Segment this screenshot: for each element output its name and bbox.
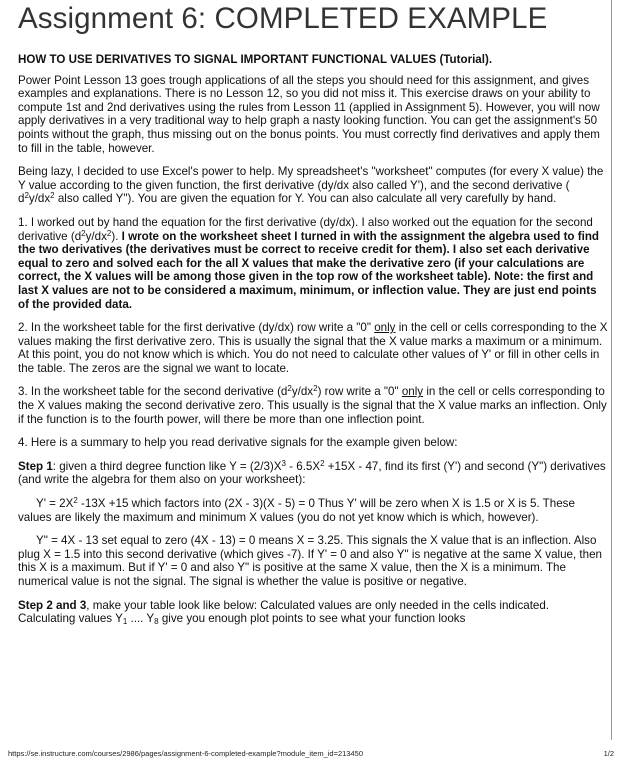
print-footer — [8, 749, 622, 758]
page-edge-divider — [611, 0, 612, 740]
second-derivative-example: Y" = 4X - 13 set equal to zero (4X - 13) = 0 means X = 3.25. This signals the X value that is an inflection. Also plug X = 1.5 into this second derivative (which gives -7). If Y' = 0 and also Y" is negative at the same X value, then this X is a maximum. But if Y' = 0 and also Y" is positive at the same X value, then the X is a minimum. The numerical value is not the signal. The signal is whether the value is positive or negative. — [18, 534, 602, 588]
page-title: Assignment 6: COMPLETED EXAMPLE — [18, 2, 548, 35]
footer-url: https://se.instructure.com/courses/2986/pages/assignment-6-completed-example?module_item_id=213450 — [8, 749, 363, 758]
step-2-3-paragraph: Step 2 and 3, make your table look like below: Calculated values are only needed in the cells indicated. Calculating values $Y_1$ .... $Y_8$ give you enough plot points to see what your function looks — [18, 598, 550, 627]
step-1-paragraph: Step 1: given a third degree function like $Y = (2/3)X^3 - 6.5X^2 +15X - 47$, find its first (Y') and second (Y") derivatives (and write the algebra for them also on your worksheet): — [18, 458, 606, 487]
intro-paragraph: Power Point Lesson 13 goes trough applications of all the steps you should need for this assignment, and gives examples and explanations. There is no Lesson 12, so you did not miss it. This exercise draws on your ability to compute 1st and 2nd derivatives using the rules from Lesson 11 (applied in Assignment 5). However, you will now apply derivatives in a very traditional way to help graph a nasty looking function. You can get the assignment's 50 points without the graph, thus missing out on the bonus points. You must correctly find derivatives and apply them to fill in the table, however. — [18, 73, 600, 155]
first-derivative-instructions: 2. In the worksheet table for the first derivative (dy/dx) row write a "0" only in the cell or cells corresponding to the X values making the first derivative zero. This is usually the signal that the X value marks a maximum or a minimum. At this point, you do not know which is which. You do not need to calculate other values of Y' or fill in other cells in the table. The zeros are the signal we want to locate. — [18, 321, 608, 375]
first-derivative-example: $Y' = 2X^2$ -13X +15 which factors into (2X - 3)(X - 5) = 0 Thus Y' will be zero when X is 1.5 or X is 5. These values are likely the maximum and minimum X values (you do not yet know which is which, however). — [18, 496, 575, 524]
excel-paragraph: Being lazy, I decided to use Excel's power to help. My spreadsheet's "worksheet" computes (for every X value) the Y value according to the given function, the first derivative (dy/dx also called Y'), and the second derivative ( $d^2y/dx^2$ also called Y"). You are given the equation for Y. You can also calculate all very carefully by hand. — [18, 165, 604, 206]
document-body — [18, 53, 608, 636]
step-1-derivatives-paragraph: 1. I worked out by hand the equation for the first derivative (dy/dx). I also worked out the equation for the second derivative $(d^2y/dx^2)$. I wrote on the worksheet sheet I turned in with the assignment the algebra used to find the two derivatives (the derivatives must be correct to receive credit for them). I also set each derivative equal to zero and solved each for the all X values that make the derivative zero (if your calculations are correct, the X values will be among those given in the top row of the worksheet table). Note: the first and last X values are not to be considered a maximum, minimum, or inflection value. They are just end points of the provided data. — [18, 215, 599, 311]
summary-intro: 4. Here is a summary to help you read derivative signals for the example given below: — [18, 436, 458, 450]
section-heading: HOW TO USE DERIVATIVES TO SIGNAL IMPORTANT FUNCTIONAL VALUES (Tutorial). — [18, 53, 493, 66]
page-number: 1/2 — [603, 749, 614, 758]
second-derivative-instructions: 3. In the worksheet table for the second derivative $(d^2y/dx^2)$ row write a "0" only in the cell or cells corresponding to the X values making the second derivative zero. This usually is the signal that the X value marks an inflection. Only if the function is to the fourth power, will there be more than one inflection point. — [18, 384, 607, 426]
